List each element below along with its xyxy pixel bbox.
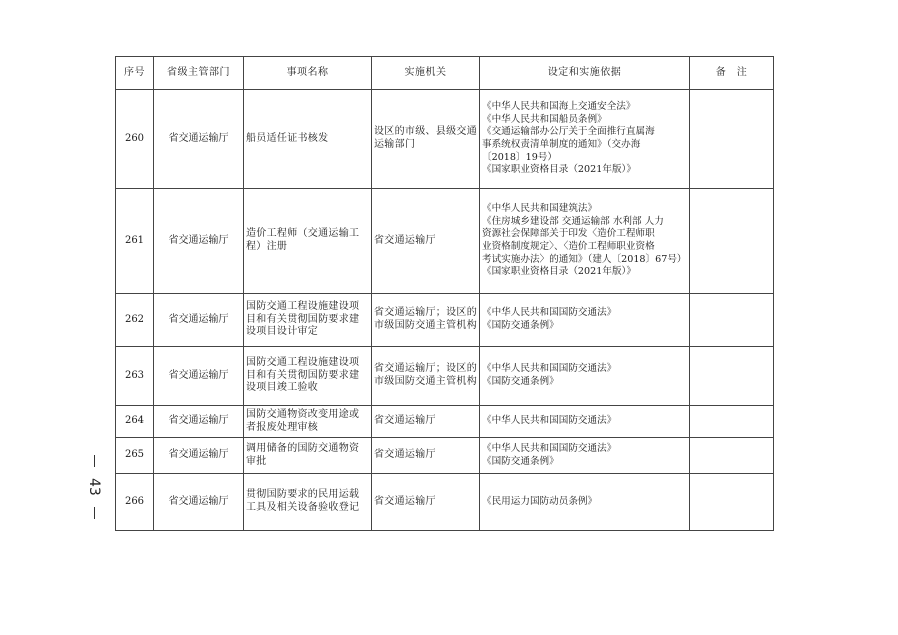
basis-line: 〔2018〕19号） (482, 151, 557, 163)
row-item: 调用储备的国防交通物资审批 (244, 438, 372, 474)
table-row (116, 474, 774, 531)
basis-line: 考试实施办法〉的通知》（建人〔2018〕67号） (482, 253, 687, 265)
row-no: 260 (116, 90, 154, 189)
approval-items-table (115, 56, 774, 531)
row-no: 263 (116, 347, 154, 406)
basis-line: 《国家职业资格目录（2021年版）》 (482, 266, 636, 278)
table-row (116, 406, 774, 438)
table-row (116, 189, 774, 294)
table-row (116, 347, 774, 406)
row-basis (480, 294, 690, 347)
row-remark (690, 474, 774, 531)
row-no: 265 (116, 438, 154, 474)
row-remark (690, 438, 774, 474)
row-dept: 省交通运输厅 (154, 189, 244, 294)
page-number-text: 43 (86, 478, 102, 496)
basis-line: 业资格制度规定〉、〈造价工程师职业资格 (482, 241, 655, 252)
header-basis: 设定和实施依据 (480, 57, 690, 90)
header-item: 事项名称 (244, 57, 372, 90)
row-remark (690, 406, 774, 438)
basis-line: 《中华人民共和国船员条例》 (482, 113, 607, 125)
table-row (116, 294, 774, 347)
row-item: 国防交通物资改变用途或者报废处理审核 (244, 406, 372, 438)
row-dept: 省交通运输厅 (154, 474, 244, 531)
basis-line: 事系统权责清单制度的通知》（交办海 (482, 139, 641, 150)
basis-line: 《中华人民共和国国防交通法》 (482, 307, 617, 319)
basis-line: 《交通运输部办公厅关于全面推行直属海 (482, 126, 655, 138)
row-basis (480, 438, 690, 474)
row-no: 266 (116, 474, 154, 531)
row-basis (480, 347, 690, 406)
header-dept: 省级主管部门 (154, 57, 244, 90)
row-no: 261 (116, 189, 154, 294)
basis-line: 《中华人民共和国海上交通安全法》 (482, 101, 636, 113)
basis-line: 《民用运力国防动员条例》 (482, 495, 598, 507)
row-agency: 省交通运输厅 (372, 474, 480, 531)
header-remark: 备 注 (690, 57, 774, 90)
basis-line: 《中华人民共和国建筑法》 (482, 203, 598, 215)
basis-line: 资源社会保障部关于印发〈造价工程师职 (482, 228, 655, 240)
row-no: 262 (116, 294, 154, 347)
row-item: 国防交通工程设施建设项目和有关贯彻国防要求建设项目竣工验收 (244, 347, 372, 406)
row-basis (480, 90, 690, 189)
row-dept: 省交通运输厅 (154, 347, 244, 406)
basis-line: 《国防交通条例》 (482, 455, 559, 467)
basis-line: 《中华人民共和国国防交通法》 (482, 363, 617, 375)
row-remark (690, 189, 774, 294)
row-basis (480, 406, 690, 438)
page-number-dash-top (94, 455, 95, 467)
row-basis (480, 189, 690, 294)
row-dept: 省交通运输厅 (154, 438, 244, 474)
row-remark (690, 294, 774, 347)
row-item: 贯彻国防要求的民用运载工具及相关设备验收登记 (244, 474, 372, 531)
row-item: 造价工程师（交通运输工程）注册 (244, 189, 372, 294)
row-agency: 省交通运输厅 (372, 189, 480, 294)
table-row (116, 90, 774, 189)
basis-line: 《中华人民共和国国防交通法》 (482, 442, 617, 454)
table-header-row (116, 57, 774, 90)
row-no: 264 (116, 406, 154, 438)
row-agency: 省交通运输厅；设区的市级国防交通主管机构 (372, 294, 480, 347)
row-agency: 设区的市级、县级交通运输部门 (372, 90, 480, 189)
header-no: 序号 (116, 57, 154, 90)
table-row (116, 438, 774, 474)
basis-line: 《住房城乡建设部 交通运输部 水利部 人力 (482, 215, 664, 227)
row-remark (690, 90, 774, 189)
row-dept: 省交通运输厅 (154, 90, 244, 189)
row-agency: 省交通运输厅 (372, 438, 480, 474)
page-number (84, 455, 104, 519)
page-number-dash-bottom (94, 507, 95, 519)
row-remark (690, 347, 774, 406)
row-dept: 省交通运输厅 (154, 406, 244, 438)
row-dept: 省交通运输厅 (154, 294, 244, 347)
basis-line: 《国家职业资格目录（2021年版）》 (482, 164, 636, 176)
header-agency: 实施机关 (372, 57, 480, 90)
basis-line: 《国防交通条例》 (482, 320, 559, 331)
row-agency: 省交通运输厅 (372, 406, 480, 438)
row-item: 国防交通工程设施建设项目和有关贯彻国防要求建设项目设计审定 (244, 294, 372, 347)
row-item: 船员适任证书核发 (244, 90, 372, 189)
row-agency: 省交通运输厅；设区的市级国防交通主管机构 (372, 347, 480, 406)
basis-line: 《中华人民共和国国防交通法》 (482, 415, 617, 427)
row-basis (480, 474, 690, 531)
basis-line: 《国防交通条例》 (482, 376, 559, 387)
